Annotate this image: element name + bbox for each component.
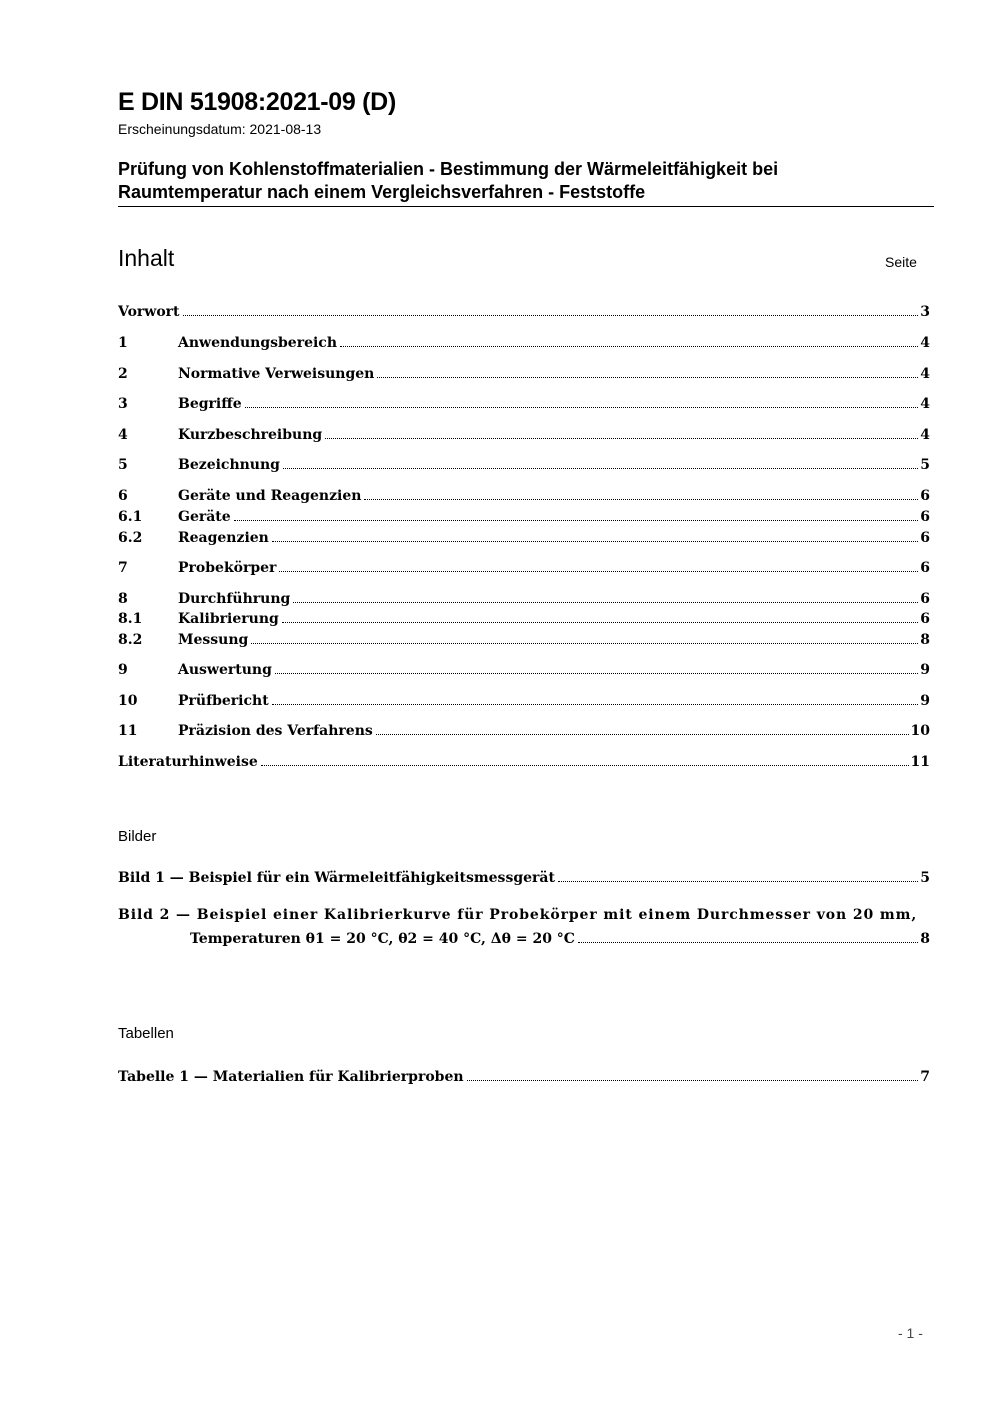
leader-dots — [272, 704, 919, 705]
toc-entry[interactable] — [118, 423, 930, 443]
toc-entry-number: 4 — [118, 427, 128, 443]
toc-entry-title: Normative Verweisungen — [178, 366, 375, 382]
toc-entry-number: 2 — [118, 366, 128, 382]
page-number: - 1 - — [898, 1325, 923, 1341]
figure-entry[interactable] — [190, 927, 930, 947]
toc-entry-title: Literaturhinweise — [118, 754, 258, 770]
leader-dots — [183, 315, 919, 316]
leader-dots — [272, 541, 918, 542]
toc-entry[interactable] — [118, 392, 930, 412]
toc-entry[interactable] — [118, 484, 930, 504]
toc-entry-number: 7 — [118, 560, 128, 576]
toc-entry[interactable] — [118, 750, 930, 770]
toc-entry-number: 9 — [118, 662, 128, 678]
toc-entry[interactable] — [118, 300, 930, 320]
toc-entry[interactable] — [118, 658, 930, 678]
toc-entry-page: 6 — [920, 530, 930, 546]
leader-dots — [261, 765, 909, 766]
toc-entry-number: 8.2 — [118, 632, 143, 648]
figure-entry-title-line-2: Temperaturen θ1 = 20 °C, θ2 = 40 °C, Δθ = 20 °C — [190, 931, 575, 947]
document-id: E DIN 51908:2021-09 (D) — [118, 88, 396, 116]
toc-entry-page: 6 — [920, 591, 930, 607]
table-entry[interactable] — [118, 1065, 930, 1085]
toc-entry-number: 8 — [118, 591, 128, 607]
toc-heading: Inhalt — [118, 245, 175, 271]
leader-dots — [293, 602, 918, 603]
toc-entry[interactable] — [118, 453, 930, 473]
toc-entry[interactable] — [118, 587, 930, 607]
toc-entry[interactable] — [118, 331, 930, 351]
toc-entry[interactable] — [118, 526, 930, 546]
toc-entry-title: Reagenzien — [178, 530, 269, 546]
document-title — [118, 158, 934, 204]
leader-dots — [282, 622, 918, 623]
toc-entry-title: Kurzbeschreibung — [178, 427, 323, 443]
leader-dots — [283, 468, 918, 469]
leader-dots — [578, 942, 918, 943]
toc-entry[interactable] — [118, 628, 930, 648]
title-divider — [118, 206, 934, 207]
toc-entry-page: 6 — [920, 611, 930, 627]
leader-dots — [467, 1080, 919, 1081]
leader-dots — [234, 520, 919, 521]
toc-entry-title: Bezeichnung — [178, 457, 280, 473]
leader-dots — [558, 881, 918, 882]
toc-entry-title: Prüfbericht — [178, 693, 269, 709]
leader-dots — [275, 673, 918, 674]
toc-entry-number: 11 — [118, 723, 138, 739]
document-title-line-2: Raumtemperatur nach einem Vergleichsverfahren - Feststoffe — [118, 182, 646, 202]
toc-entry-page: 4 — [920, 427, 930, 443]
leader-dots — [325, 438, 918, 439]
toc-entry-page: 8 — [920, 632, 930, 648]
leader-dots — [340, 346, 918, 347]
toc-entry-title: Präzision des Verfahrens — [178, 723, 373, 739]
toc-entry-number: 5 — [118, 457, 128, 473]
leader-dots — [279, 571, 918, 572]
figure-entry[interactable] — [118, 866, 930, 886]
toc-entry-page: 6 — [920, 560, 930, 576]
figure-entry-page: 5 — [920, 870, 930, 886]
figure-entry-page: 8 — [920, 931, 930, 947]
figure-entry-title: Bild 1 — Beispiel für ein Wärmeleitfähigkeitsmessgerät — [118, 870, 555, 886]
document-title-line-1: Prüfung von Kohlenstoffmaterialien - Bestimmung der Wärmeleitfähigkeit bei — [118, 159, 779, 179]
toc-entry-page: 9 — [920, 662, 930, 678]
figures-heading: Bilder — [118, 828, 157, 845]
toc-entry-page: 4 — [920, 396, 930, 412]
toc-entry-title: Anwendungsbereich — [178, 335, 337, 351]
page-column-label: Seite — [885, 254, 917, 270]
toc-entry-number: 1 — [118, 335, 128, 351]
toc-entry-title: Vorwort — [118, 304, 180, 320]
toc-entry-title: Geräte — [178, 509, 231, 525]
toc-entry[interactable] — [118, 689, 930, 709]
toc-entry-title: Durchführung — [178, 591, 291, 607]
figure-entry-title-line-1[interactable]: Bild 2 — Beispiel einer Kalibrierkurve für Probekörper mit einem Durchmesser von 20 mm, — [118, 907, 918, 923]
toc-entry-title: Kalibrierung — [178, 611, 279, 627]
leader-dots — [245, 407, 919, 408]
toc-entry-number: 6.1 — [118, 509, 143, 525]
leader-dots — [376, 734, 909, 735]
toc-entry-title: Geräte und Reagenzien — [178, 488, 362, 504]
toc-entry-page: 10 — [910, 723, 930, 739]
toc-entry-number: 6.2 — [118, 530, 143, 546]
toc-entry-page: 4 — [920, 335, 930, 351]
leader-dots — [377, 377, 918, 378]
toc-entry-page: 5 — [920, 457, 930, 473]
leader-dots — [364, 499, 918, 500]
toc-entry-page: 11 — [910, 754, 930, 770]
toc-entry-number: 8.1 — [118, 611, 143, 627]
toc-entry-page: 3 — [920, 304, 930, 320]
toc-entry-title: Auswertung — [178, 662, 272, 678]
toc-entry-title: Begriffe — [178, 396, 242, 412]
toc-entry[interactable] — [118, 556, 930, 576]
toc-entry-number: 10 — [118, 693, 138, 709]
toc-entry-number: 3 — [118, 396, 128, 412]
tables-heading: Tabellen — [118, 1025, 174, 1042]
toc-entry-title: Probekörper — [178, 560, 277, 576]
toc-entry[interactable] — [118, 719, 930, 739]
toc-entry-number: 6 — [118, 488, 128, 504]
toc-entry[interactable] — [118, 607, 930, 627]
toc-entry-title: Messung — [178, 632, 249, 648]
toc-entry[interactable] — [118, 362, 930, 382]
toc-entry-page: 6 — [920, 488, 930, 504]
publication-date: Erscheinungsdatum: 2021-08-13 — [118, 121, 322, 137]
table-entry-page: 7 — [920, 1069, 930, 1085]
toc-entry-page: 9 — [920, 693, 930, 709]
table-entry-title: Tabelle 1 — Materialien für Kalibrierproben — [118, 1069, 464, 1085]
toc-entry-page: 4 — [920, 366, 930, 382]
toc-entry[interactable] — [118, 505, 930, 525]
leader-dots — [251, 643, 918, 644]
toc-entry-page: 6 — [920, 509, 930, 525]
